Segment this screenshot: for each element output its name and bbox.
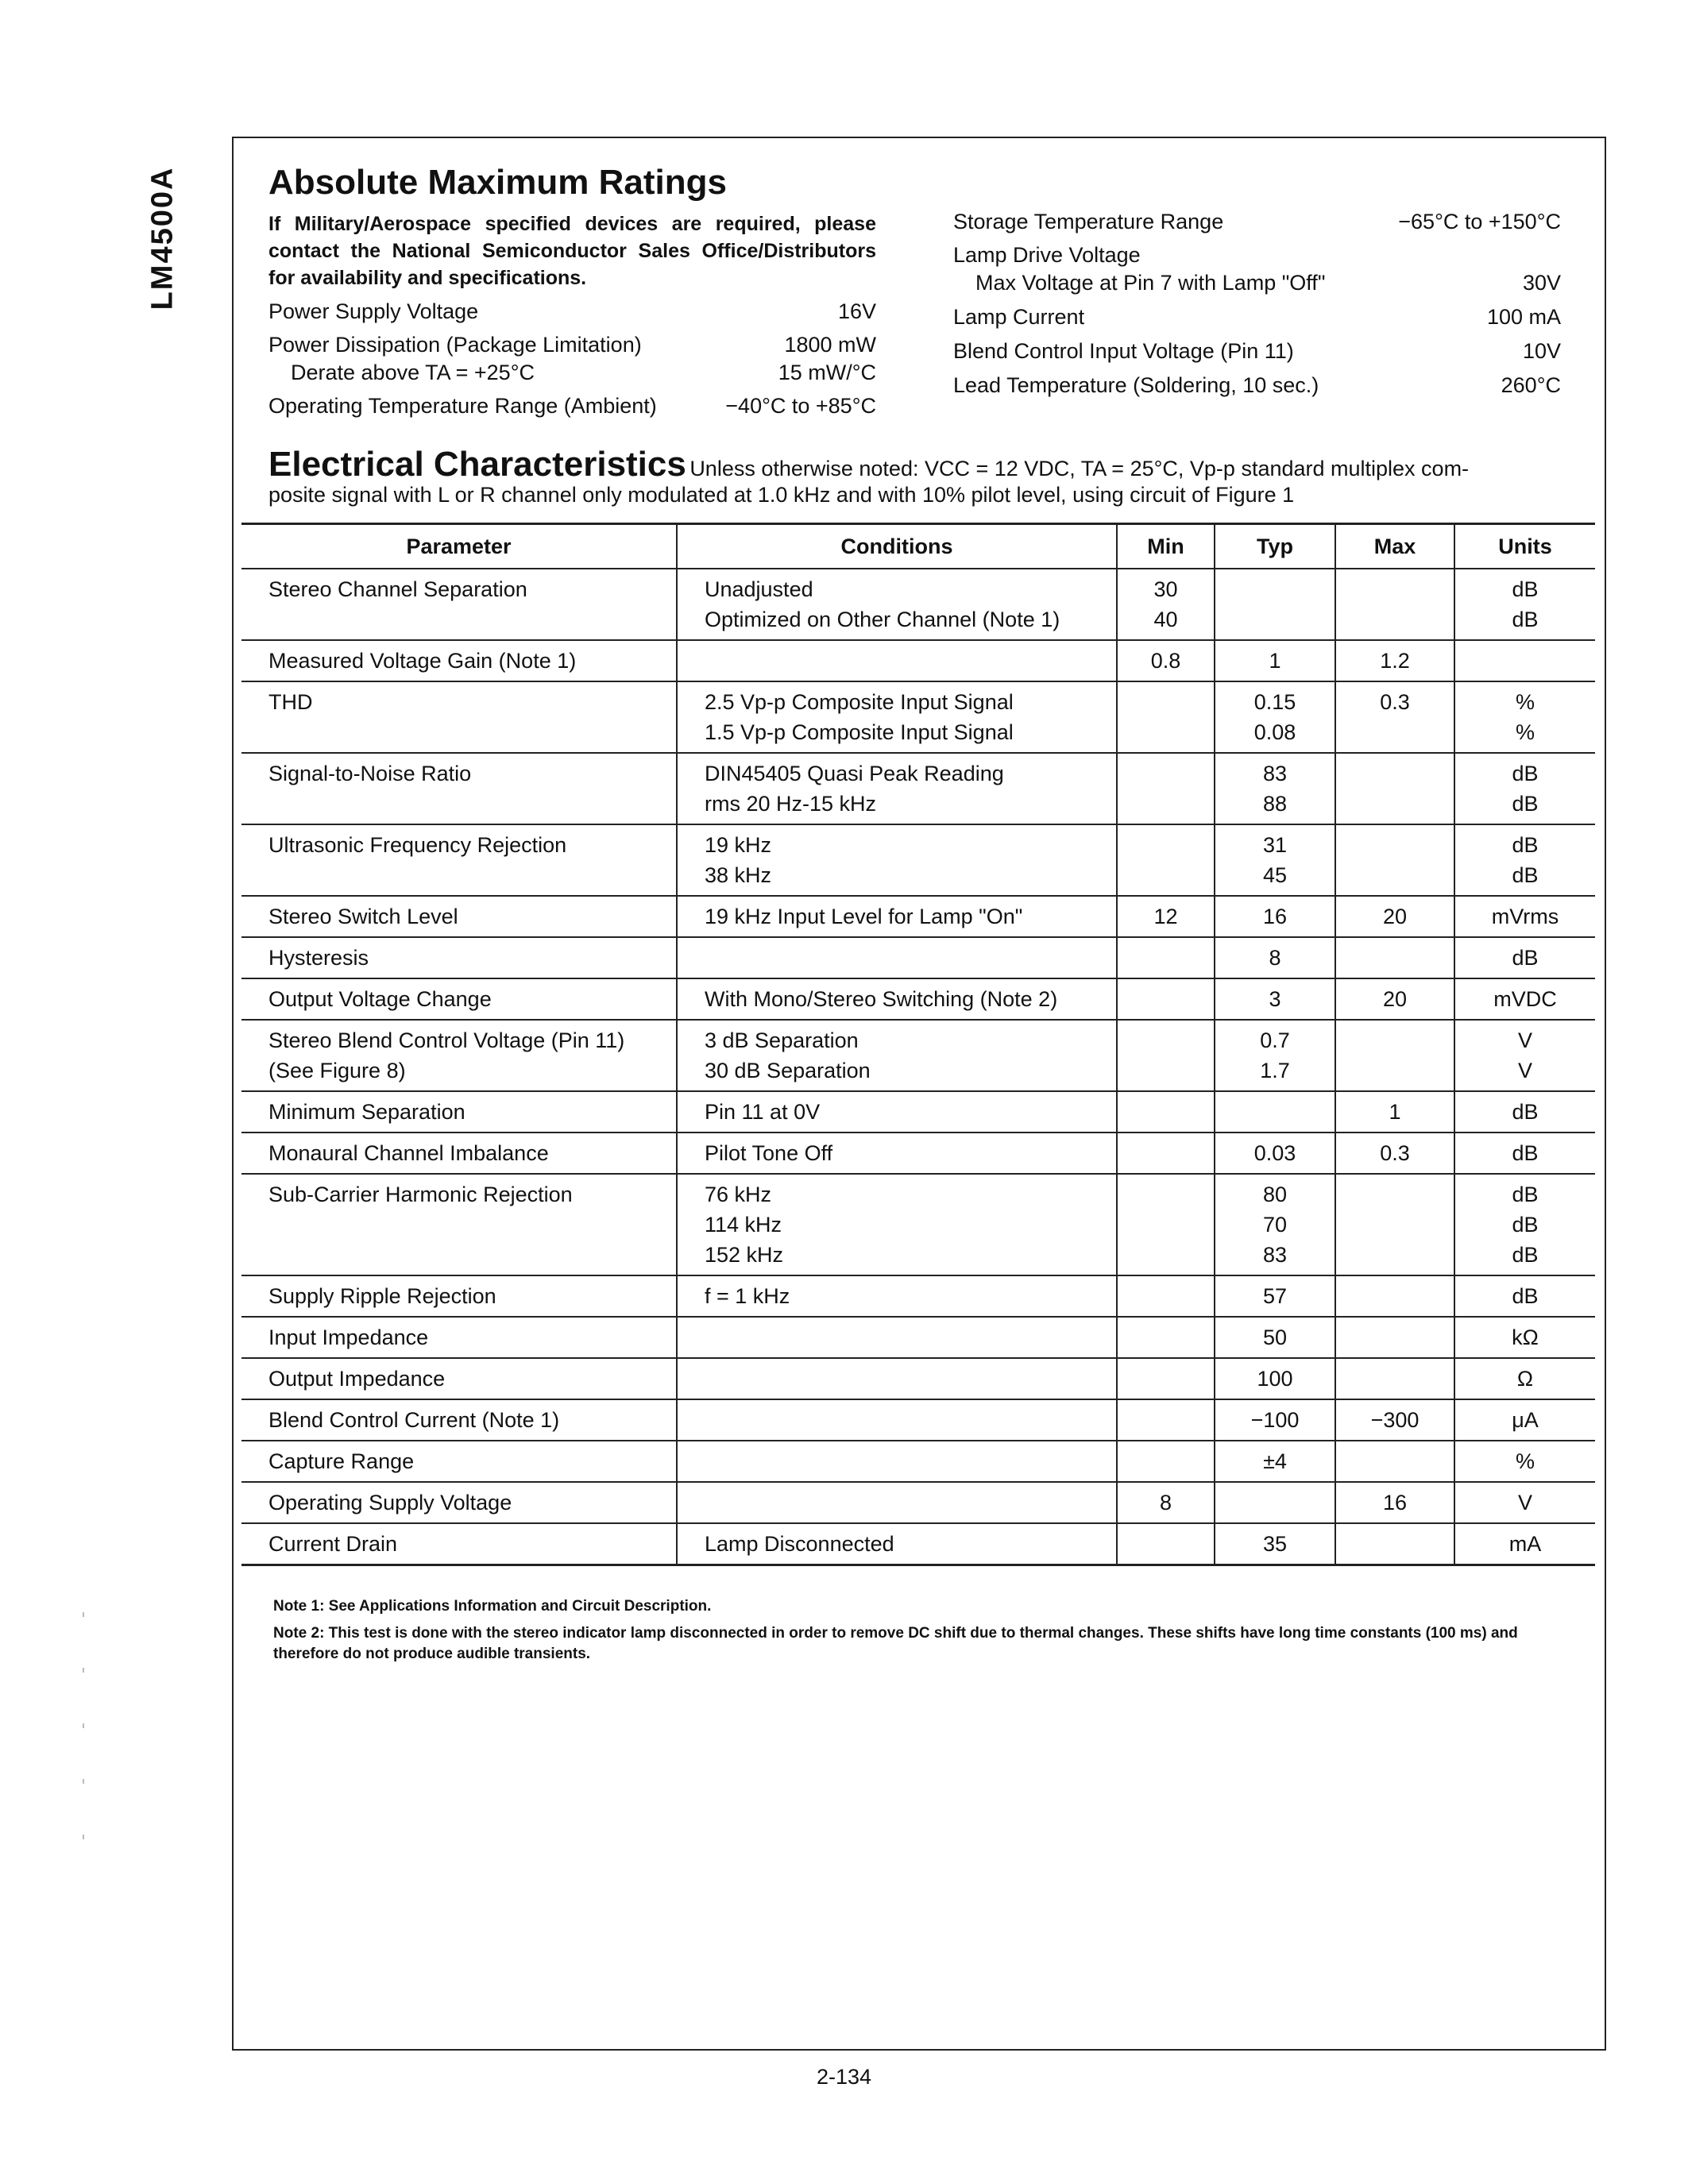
cell-units: dB	[1454, 937, 1595, 978]
cell-units: dB	[1454, 1091, 1595, 1133]
rating-value: −40°C to +85°C	[725, 394, 876, 418]
part-number-side-label: LM4500A	[145, 166, 180, 311]
conditions-note-line2: posite signal with L or R channel only modulated at 1.0 kHz and with 10% pilot level, using circuit of Figure 1	[268, 483, 1295, 507]
table-row	[241, 937, 1595, 978]
cell-conditions: Pin 11 at 0V	[677, 1091, 1117, 1133]
rating-value: 1800 mW	[784, 333, 876, 357]
military-aerospace-note: If Military/Aerospace specified devices are required, please contact the National Semiconductor Sales Office/Distributors for availability and specifications.	[268, 213, 876, 289]
cell-max	[1335, 1275, 1454, 1317]
conditions-note-line1: Unless otherwise noted: VCC = 12 VDC, TA = 25°C, Vp-p standard multiplex com-	[689, 457, 1470, 480]
rating-value: 100 mA	[1486, 305, 1561, 329]
cell-conditions: 76 kHz 114 kHz 152 kHz	[677, 1174, 1117, 1275]
cell-units: dB dB	[1454, 753, 1595, 824]
footnote-1: Note 1: See Applications Information and Circuit Description.	[273, 1598, 712, 1615]
rating-label: Power Supply Voltage	[268, 299, 479, 323]
footnote-2: Note 2: This test is done with the stereo indicator lamp disconnected in order to remove DC shift due to thermal changes. These shifts have long time constants (100 ms) and therefore do not produce audible transients.	[273, 1625, 1518, 1662]
header-typ: Typ	[1215, 524, 1335, 569]
cell-min	[1117, 1133, 1215, 1174]
rating-value: −65°C to +150°C	[1398, 210, 1561, 233]
rating-label: Max Voltage at Pin 7 with Lamp "Off"	[975, 271, 1326, 295]
cell-parameter: Measured Voltage Gain (Note 1)	[241, 640, 677, 681]
cell-min	[1117, 1399, 1215, 1441]
rating-label: Storage Temperature Range	[953, 210, 1224, 233]
cell-conditions: f = 1 kHz	[677, 1275, 1117, 1317]
cell-conditions	[677, 640, 1117, 681]
cell-typ: 3	[1215, 978, 1335, 1020]
cell-max: 0.3	[1335, 681, 1454, 753]
rating-label: Lamp Current	[953, 305, 1085, 329]
cell-parameter: Supply Ripple Rejection	[241, 1275, 677, 1317]
cell-max	[1335, 1523, 1454, 1565]
margin-dot	[83, 1779, 84, 1784]
cell-parameter: Capture Range	[241, 1441, 677, 1482]
table-row	[241, 1523, 1595, 1565]
cell-min	[1117, 978, 1215, 1020]
table-row	[241, 1399, 1595, 1441]
cell-typ: 50	[1215, 1317, 1335, 1358]
rating-value: 260°C	[1501, 373, 1561, 397]
cell-typ: 80 70 83	[1215, 1174, 1335, 1275]
absolute-maximum-ratings-title: Absolute Maximum Ratings	[268, 163, 727, 202]
cell-units: mVDC	[1454, 978, 1595, 1020]
cell-parameter: THD	[241, 681, 677, 753]
cell-typ: 0.03	[1215, 1133, 1335, 1174]
margin-dot	[83, 1835, 84, 1839]
cell-conditions: With Mono/Stereo Switching (Note 2)	[677, 978, 1117, 1020]
cell-max	[1335, 569, 1454, 640]
cell-units: % %	[1454, 681, 1595, 753]
table-row	[241, 1441, 1595, 1482]
cell-parameter: Sub-Carrier Harmonic Rejection	[241, 1174, 677, 1275]
cell-min	[1117, 1523, 1215, 1565]
cell-units: dB dB	[1454, 824, 1595, 896]
rating-label: Power Dissipation (Package Limitation)	[268, 333, 642, 357]
cell-max	[1335, 1358, 1454, 1399]
cell-parameter: Stereo Switch Level	[241, 896, 677, 937]
table-row	[241, 1317, 1595, 1358]
cell-units: V	[1454, 1482, 1595, 1523]
cell-units: μA	[1454, 1399, 1595, 1441]
electrical-characteristics-table	[241, 523, 1595, 1566]
cell-typ: 83 88	[1215, 753, 1335, 824]
cell-min	[1117, 1441, 1215, 1482]
cell-max	[1335, 1174, 1454, 1275]
cell-max	[1335, 1441, 1454, 1482]
cell-conditions: 19 kHz Input Level for Lamp "On"	[677, 896, 1117, 937]
cell-units: dB dB dB	[1454, 1174, 1595, 1275]
cell-typ: 8	[1215, 937, 1335, 978]
cell-units: dB dB	[1454, 569, 1595, 640]
cell-units: %	[1454, 1441, 1595, 1482]
cell-parameter: Output Impedance	[241, 1358, 677, 1399]
table-row	[241, 1091, 1595, 1133]
rating-value: 30V	[1522, 271, 1561, 295]
cell-max	[1335, 1020, 1454, 1091]
table-row	[241, 569, 1595, 640]
table-header-row	[241, 524, 1595, 569]
cell-typ: 100	[1215, 1358, 1335, 1399]
cell-parameter: Blend Control Current (Note 1)	[241, 1399, 677, 1441]
electrical-characteristics-title: Electrical Characteristics	[268, 445, 686, 484]
table-row	[241, 1133, 1595, 1174]
cell-units: dB	[1454, 1133, 1595, 1174]
rating-label: Lead Temperature (Soldering, 10 sec.)	[953, 373, 1319, 397]
cell-min	[1117, 1091, 1215, 1133]
rating-value: 16V	[837, 299, 876, 323]
table-row	[241, 1275, 1595, 1317]
table-row	[241, 978, 1595, 1020]
header-conditions: Conditions	[677, 524, 1117, 569]
cell-units: V V	[1454, 1020, 1595, 1091]
page-number: 2-134	[816, 2065, 872, 2089]
cell-conditions	[677, 1441, 1117, 1482]
cell-parameter: Stereo Channel Separation	[241, 569, 677, 640]
cell-min	[1117, 1358, 1215, 1399]
cell-max: 16	[1335, 1482, 1454, 1523]
cell-typ: 0.15 0.08	[1215, 681, 1335, 753]
header-units: Units	[1454, 524, 1595, 569]
cell-min	[1117, 681, 1215, 753]
cell-conditions: 2.5 Vp-p Composite Input Signal 1.5 Vp-p Composite Input Signal	[677, 681, 1117, 753]
table-row	[241, 1174, 1595, 1275]
cell-min	[1117, 753, 1215, 824]
rating-label: Derate above TA = +25°C	[291, 361, 535, 384]
margin-dot	[83, 1723, 84, 1728]
cell-parameter: Input Impedance	[241, 1317, 677, 1358]
cell-min: 8	[1117, 1482, 1215, 1523]
cell-typ: 57	[1215, 1275, 1335, 1317]
cell-typ: 16	[1215, 896, 1335, 937]
header-parameter: Parameter	[241, 524, 677, 569]
cell-units: mA	[1454, 1523, 1595, 1565]
cell-typ	[1215, 1091, 1335, 1133]
cell-min	[1117, 824, 1215, 896]
cell-conditions: 3 dB Separation 30 dB Separation	[677, 1020, 1117, 1091]
rating-label: Operating Temperature Range (Ambient)	[268, 394, 657, 418]
cell-max	[1335, 1317, 1454, 1358]
cell-parameter: Monaural Channel Imbalance	[241, 1133, 677, 1174]
rating-label: Blend Control Input Voltage (Pin 11)	[953, 339, 1294, 363]
cell-conditions: 19 kHz 38 kHz	[677, 824, 1117, 896]
rating-value: 15 mW/°C	[778, 361, 876, 384]
header-min: Min	[1117, 524, 1215, 569]
cell-conditions: Lamp Disconnected	[677, 1523, 1117, 1565]
margin-dot	[83, 1612, 84, 1617]
cell-max	[1335, 824, 1454, 896]
cell-max: 1	[1335, 1091, 1454, 1133]
cell-max	[1335, 753, 1454, 824]
table-row	[241, 681, 1595, 753]
cell-units: kΩ	[1454, 1317, 1595, 1358]
cell-conditions	[677, 1399, 1117, 1441]
rating-label: Lamp Drive Voltage	[953, 243, 1141, 267]
cell-conditions	[677, 1358, 1117, 1399]
electrical-characteristics-heading	[268, 445, 1469, 484]
cell-typ: ±4	[1215, 1441, 1335, 1482]
cell-parameter: Minimum Separation	[241, 1091, 677, 1133]
cell-parameter: Stereo Blend Control Voltage (Pin 11) (See Figure 8)	[241, 1020, 677, 1091]
cell-max: 20	[1335, 978, 1454, 1020]
table-row	[241, 1358, 1595, 1399]
cell-typ: −100	[1215, 1399, 1335, 1441]
cell-units: dB	[1454, 1275, 1595, 1317]
cell-max: 0.3	[1335, 1133, 1454, 1174]
cell-min	[1117, 1275, 1215, 1317]
cell-typ: 0.7 1.7	[1215, 1020, 1335, 1091]
cell-parameter: Current Drain	[241, 1523, 677, 1565]
cell-min	[1117, 1174, 1215, 1275]
cell-typ: 35	[1215, 1523, 1335, 1565]
margin-dot	[83, 1668, 84, 1673]
rating-value: 10V	[1522, 339, 1561, 363]
table-row	[241, 1482, 1595, 1523]
cell-conditions	[677, 1482, 1117, 1523]
cell-typ: 31 45	[1215, 824, 1335, 896]
cell-typ	[1215, 569, 1335, 640]
cell-conditions: Pilot Tone Off	[677, 1133, 1117, 1174]
table-row	[241, 896, 1595, 937]
cell-conditions	[677, 1317, 1117, 1358]
cell-min	[1117, 937, 1215, 978]
table-row	[241, 1020, 1595, 1091]
cell-conditions	[677, 937, 1117, 978]
cell-units: Ω	[1454, 1358, 1595, 1399]
cell-parameter: Operating Supply Voltage	[241, 1482, 677, 1523]
cell-min: 30 40	[1117, 569, 1215, 640]
cell-parameter: Output Voltage Change	[241, 978, 677, 1020]
header-max: Max	[1335, 524, 1454, 569]
cell-min: 0.8	[1117, 640, 1215, 681]
cell-max: −300	[1335, 1399, 1454, 1441]
cell-max	[1335, 937, 1454, 978]
cell-conditions: Unadjusted Optimized on Other Channel (Note 1)	[677, 569, 1117, 640]
cell-max: 20	[1335, 896, 1454, 937]
cell-max: 1.2	[1335, 640, 1454, 681]
cell-units	[1454, 640, 1595, 681]
cell-typ: 1	[1215, 640, 1335, 681]
table-row	[241, 640, 1595, 681]
cell-min	[1117, 1020, 1215, 1091]
cell-parameter: Ultrasonic Frequency Rejection	[241, 824, 677, 896]
table-row	[241, 753, 1595, 824]
cell-min: 12	[1117, 896, 1215, 937]
cell-typ	[1215, 1482, 1335, 1523]
footnotes	[273, 1596, 1576, 1671]
cell-units: mVrms	[1454, 896, 1595, 937]
table-row	[241, 824, 1595, 896]
cell-conditions: DIN45405 Quasi Peak Reading rms 20 Hz-15 kHz	[677, 753, 1117, 824]
cell-min	[1117, 1317, 1215, 1358]
cell-parameter: Hysteresis	[241, 937, 677, 978]
cell-parameter: Signal-to-Noise Ratio	[241, 753, 677, 824]
